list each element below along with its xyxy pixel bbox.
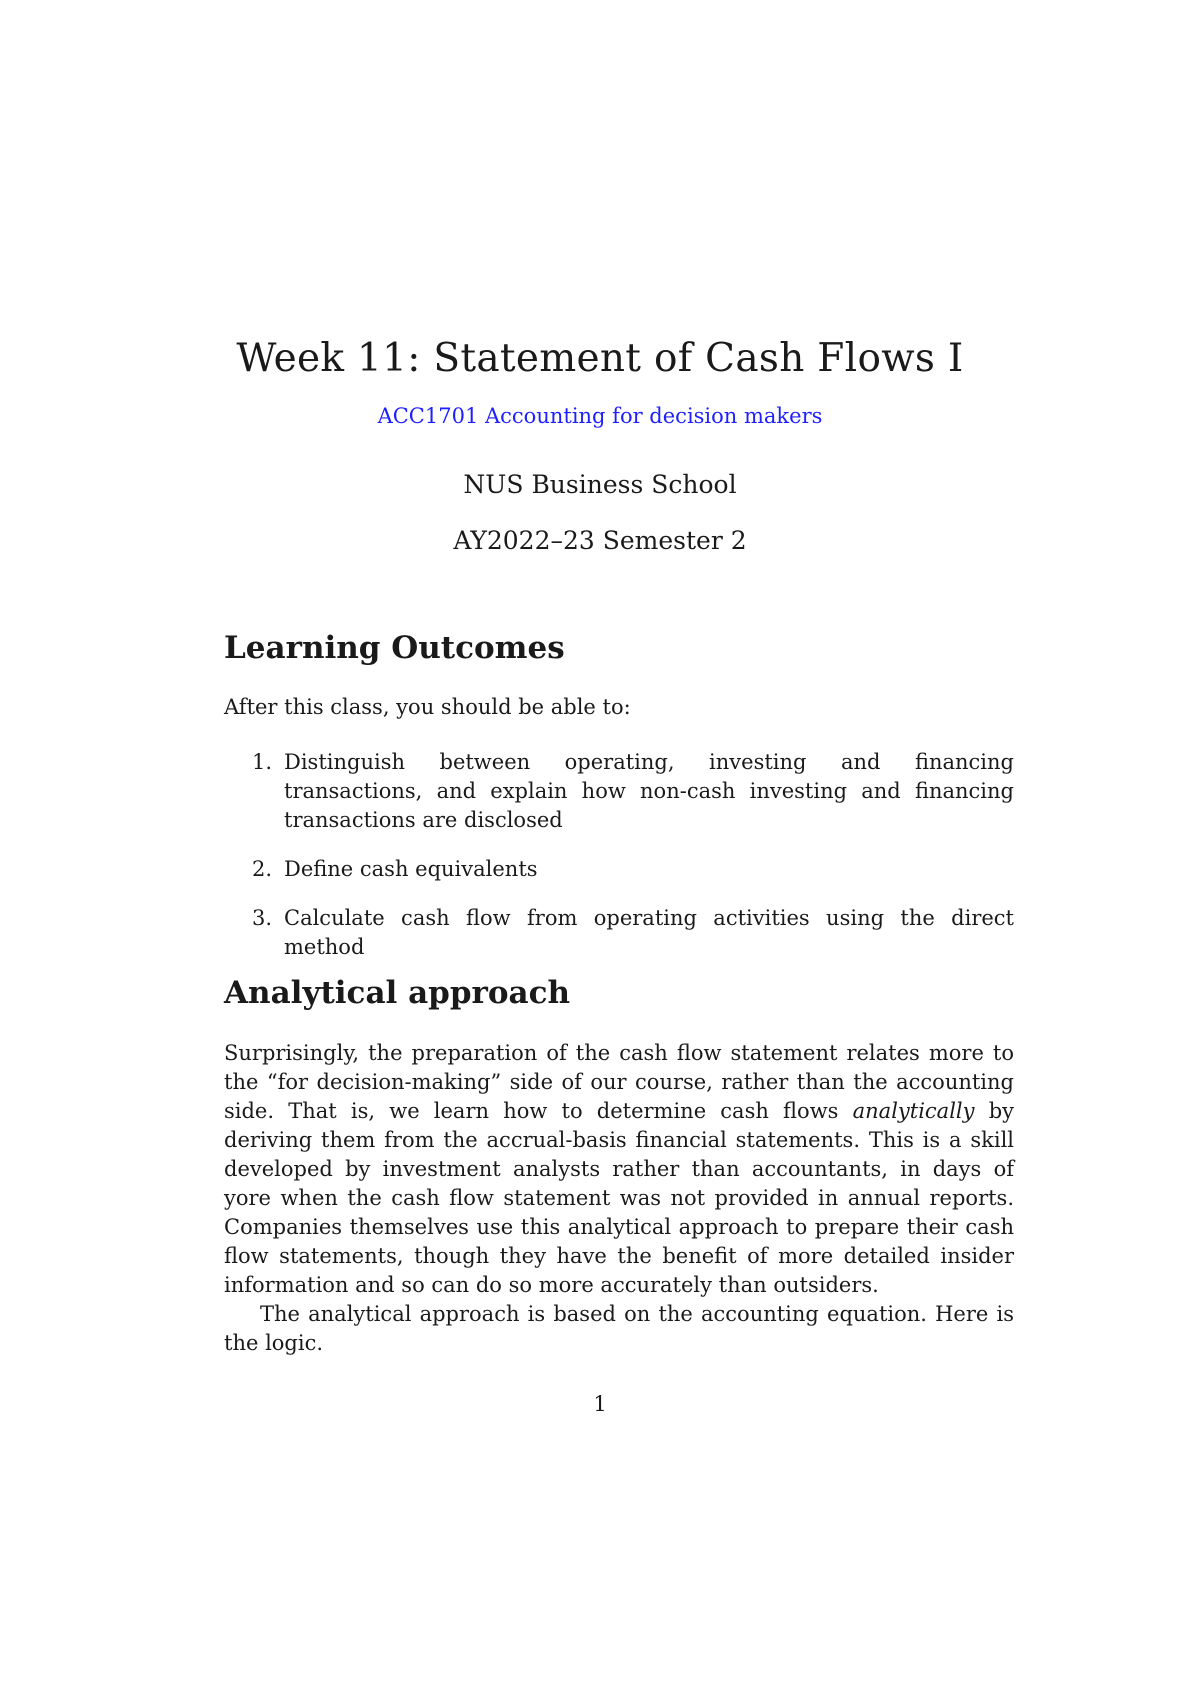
learning-outcomes-intro: After this class, you should be able to: xyxy=(224,695,631,719)
school-name: NUS Business School xyxy=(463,470,737,499)
list-item-text: Distinguish between operating, investing and financing transactions, and explain how non-cash investing and financing transactions are disclosed xyxy=(284,750,1014,832)
paragraph xyxy=(224,1039,1014,1300)
document-title: Week 11: Statement of Cash Flows I xyxy=(236,336,964,381)
list-item-number: 3. xyxy=(252,906,273,930)
paragraph-text: by deriving them from the accrual-basis financial statements. This is a skill developed by investment analysts rather than accountants, in days of yore when the cash flow statement was not provided in annual reports. Companies themselves use this analytical approach to prepare their cash flow statements, though they have the benefit of more detailed insider information and so can do so more accurately than outsiders. xyxy=(224,1099,1014,1297)
paragraph: The analytical approach is based on the accounting equation. Here is the logic. xyxy=(224,1302,1014,1355)
course-link[interactable]: ACC1701 Accounting for decision makers xyxy=(377,404,823,428)
list-item-text: Define cash equivalents xyxy=(284,857,538,881)
paragraph-text: Surprisingly, the preparation of the cash flow statement relates more to the “for decision-making” side of our course, rather than the accounting side. That is, we learn how to determine cash flows xyxy=(224,1041,1014,1123)
list-item xyxy=(224,855,1014,884)
learning-outcomes-heading: Learning Outcomes xyxy=(224,630,565,666)
list-item xyxy=(224,748,1014,835)
learning-outcomes-list xyxy=(224,748,1014,982)
analytical-approach-body xyxy=(224,1039,1014,1358)
list-item-text: Calculate cash flow from operating activities using the direct method xyxy=(284,906,1014,959)
emphasis-text: analytically xyxy=(852,1099,975,1123)
list-item xyxy=(224,904,1014,962)
list-item-number: 1. xyxy=(252,750,273,774)
analytical-approach-heading: Analytical approach xyxy=(224,975,571,1011)
list-item-number: 2. xyxy=(252,857,273,881)
semester-label: AY2022–23 Semester 2 xyxy=(453,526,747,555)
page-number: 1 xyxy=(593,1392,607,1416)
